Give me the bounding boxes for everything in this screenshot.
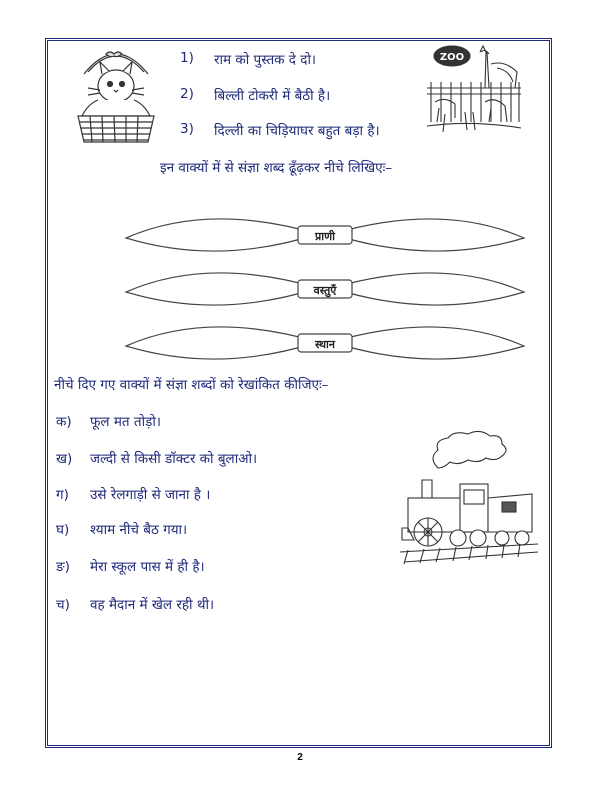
leaf-left-1 [126, 219, 318, 251]
zoo-illustration [425, 42, 523, 138]
item-ga-text: उसे रेलगाड़ी से जाना है । [90, 487, 211, 503]
leaf-right-3 [332, 327, 524, 359]
item-cha-label: च) [56, 597, 70, 613]
instruction-find-nouns: इन वाक्यों में से संज्ञा शब्द ढूँढ़कर नीचे लिखिएः– [160, 160, 393, 176]
item-ka-text: फूल मत तोड़ो। [90, 414, 161, 430]
train-illustration [398, 428, 540, 580]
item-nga-label: ङ) [56, 559, 70, 575]
cat-in-basket-illustration [70, 42, 162, 148]
sentence-1-number: 1) [180, 50, 194, 66]
instruction-underline-nouns: नीचे दिए गए वाक्यों में संज्ञा शब्दों को रेखांकित कीजिएः– [54, 377, 329, 393]
leaf-left-2 [126, 273, 318, 305]
sentence-2-number: 2) [180, 86, 194, 102]
page-number: 2 [297, 752, 303, 763]
item-kha-text: जल्दी से किसी डॉक्टर को बुलाओ। [90, 451, 258, 467]
leaf-label-places: स्थान [314, 338, 336, 351]
leaf-label-things: वस्तुएँ [313, 284, 337, 297]
item-ga-label: ग) [56, 487, 69, 503]
item-cha-text: वह मैदान में खेल रही थी। [90, 597, 215, 613]
item-kha-label: ख) [56, 451, 73, 467]
sentence-3-text: दिल्ली का चिड़ियाघर बहुत बड़ा है। [214, 123, 380, 139]
leaf-right-1 [332, 219, 524, 251]
noun-category-leaves [118, 200, 532, 370]
leaf-right-2 [332, 273, 524, 305]
leaf-label-animals: प्राणी [315, 230, 335, 243]
item-gha-text: श्याम नीचे बैठ गया। [90, 522, 188, 538]
item-nga-text: मेरा स्कूल पास में ही है। [90, 559, 205, 575]
sentence-3-number: 3) [180, 121, 194, 137]
zoo-sign-text: ZOO [439, 52, 465, 63]
sentence-1-text: राम को पुस्तक दे दो। [214, 52, 317, 68]
item-ka-label: क) [56, 414, 72, 430]
leaf-left-3 [126, 327, 318, 359]
sentence-2-text: बिल्ली टोकरी में बैठी है। [214, 88, 331, 104]
item-gha-label: घ) [56, 522, 70, 538]
